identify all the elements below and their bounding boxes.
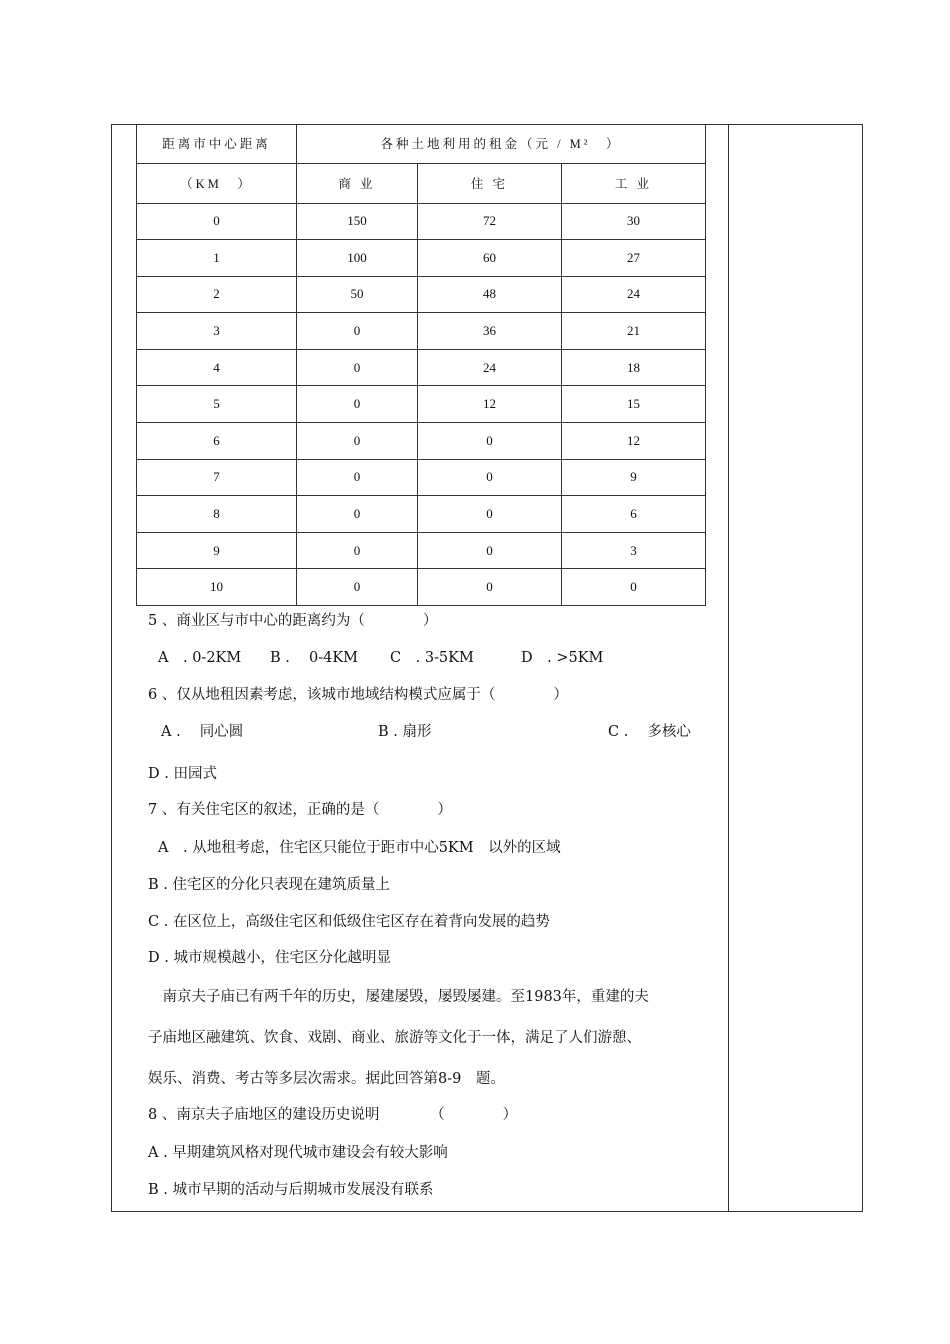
cell-residential: 0 xyxy=(418,459,562,496)
cell-industrial: 9 xyxy=(562,459,706,496)
q7-option-c: C . 在区位上，高级住宅区和低级住宅区存在着背向发展的趋势 xyxy=(148,914,550,930)
q6-option-b: B . 扇形 xyxy=(378,724,432,740)
cell-commercial: 50 xyxy=(297,276,418,313)
cell-commercial: 0 xyxy=(297,349,418,386)
cell-industrial: 15 xyxy=(562,386,706,423)
passage-line-3: 娱乐、消费、考古等多层次需求。据此回答第8-9 题。 xyxy=(148,1071,505,1087)
cell-distance: 5 xyxy=(137,386,297,423)
cell-industrial: 6 xyxy=(562,496,706,533)
cell-distance: 3 xyxy=(137,313,297,350)
cell-distance: 2 xyxy=(137,276,297,313)
q8-option-a: A . 早期建筑风格对现代城市建设会有较大影响 xyxy=(148,1145,448,1161)
cell-residential: 60 xyxy=(418,240,562,277)
table-row xyxy=(137,313,706,350)
cell-commercial: 0 xyxy=(297,459,418,496)
cell-distance: 9 xyxy=(137,532,297,569)
q8-stem: 8 、南京夫子庙地区的建设历史说明 （ ） xyxy=(148,1107,518,1123)
table-row xyxy=(137,569,706,606)
cell-residential: 0 xyxy=(418,496,562,533)
cell-commercial: 0 xyxy=(297,386,418,423)
cell-residential: 72 xyxy=(418,203,562,240)
cell-distance: 8 xyxy=(137,496,297,533)
cell-residential: 0 xyxy=(418,423,562,460)
cell-commercial: 0 xyxy=(297,569,418,606)
right-column-divider xyxy=(728,124,729,1212)
header-commercial: 商 业 xyxy=(297,163,418,203)
q6-options xyxy=(148,720,728,740)
cell-distance: 4 xyxy=(137,349,297,386)
header-rent-group: 各种土地利用的租金（元 / M² ） xyxy=(297,124,706,163)
header-distance-unit: （KM ） xyxy=(137,163,297,203)
table-row xyxy=(137,203,706,240)
header-residential: 住 宅 xyxy=(418,163,562,203)
q7-option-d: D . 城市规模越小，住宅区分化越明显 xyxy=(148,950,391,966)
q5-option-d: D . >5KM xyxy=(521,650,604,666)
table-row xyxy=(137,459,706,496)
cell-commercial: 0 xyxy=(297,423,418,460)
q5-option-a: A . 0-2KM xyxy=(158,650,242,666)
rent-table xyxy=(136,124,706,606)
cell-distance: 0 xyxy=(137,203,297,240)
cell-industrial: 18 xyxy=(562,349,706,386)
table-row xyxy=(137,349,706,386)
cell-residential: 0 xyxy=(418,569,562,606)
cell-industrial: 3 xyxy=(562,532,706,569)
cell-industrial: 0 xyxy=(562,569,706,606)
cell-residential: 0 xyxy=(418,532,562,569)
cell-residential: 24 xyxy=(418,349,562,386)
cell-distance: 1 xyxy=(137,240,297,277)
q7-option-b: B . 住宅区的分化只表现在建筑质量上 xyxy=(148,877,390,893)
q5-option-b: B . 0-4KM xyxy=(270,650,359,666)
cell-residential: 48 xyxy=(418,276,562,313)
table-row xyxy=(137,276,706,313)
q7-option-a: A . 从地租考虑，住宅区只能位于距市中心5KM 以外的区域 xyxy=(158,840,561,856)
rent-table-body xyxy=(137,203,706,606)
q5-options xyxy=(148,646,748,666)
table-row xyxy=(137,496,706,533)
q8-option-b: B . 城市早期的活动与后期城市发展没有联系 xyxy=(148,1182,434,1198)
cell-distance: 6 xyxy=(137,423,297,460)
q6-option-d: D . 田园式 xyxy=(148,766,217,782)
q5-stem: 5 、商业区与市中心的距离约为（ ） xyxy=(148,613,438,629)
q6-option-a: A . 同心圆 xyxy=(161,724,244,740)
cell-commercial: 100 xyxy=(297,240,418,277)
q7-stem: 7 、有关住宅区的叙述，正确的是（ ） xyxy=(148,802,452,818)
cell-industrial: 21 xyxy=(562,313,706,350)
q6-stem: 6 、仅从地租因素考虑，该城市地域结构模式应属于（ ） xyxy=(148,687,568,703)
cell-commercial: 0 xyxy=(297,532,418,569)
cell-distance: 10 xyxy=(137,569,297,606)
passage-line-1: 南京夫子庙已有两千年的历史，屡建屡毁，屡毁屡建。至1983年，重建的夫 xyxy=(148,989,649,1005)
q5-option-c: C . 3-5KM xyxy=(390,650,474,666)
table-row xyxy=(137,386,706,423)
q6-option-c: C . 多核心 xyxy=(608,724,691,740)
table-row xyxy=(137,240,706,277)
passage-line-2: 子庙地区融建筑、饮食、戏剧、商业、旅游等文化于一体，满足了人们游憩、 xyxy=(148,1030,641,1046)
cell-residential: 36 xyxy=(418,313,562,350)
cell-industrial: 24 xyxy=(562,276,706,313)
cell-residential: 12 xyxy=(418,386,562,423)
cell-industrial: 27 xyxy=(562,240,706,277)
cell-commercial: 0 xyxy=(297,496,418,533)
table-row xyxy=(137,532,706,569)
cell-industrial: 12 xyxy=(562,423,706,460)
cell-commercial: 150 xyxy=(297,203,418,240)
header-distance-label: 距离市中心距离 xyxy=(137,124,297,163)
table-row xyxy=(137,423,706,460)
header-industrial: 工 业 xyxy=(562,163,706,203)
cell-distance: 7 xyxy=(137,459,297,496)
cell-industrial: 30 xyxy=(562,203,706,240)
cell-commercial: 0 xyxy=(297,313,418,350)
